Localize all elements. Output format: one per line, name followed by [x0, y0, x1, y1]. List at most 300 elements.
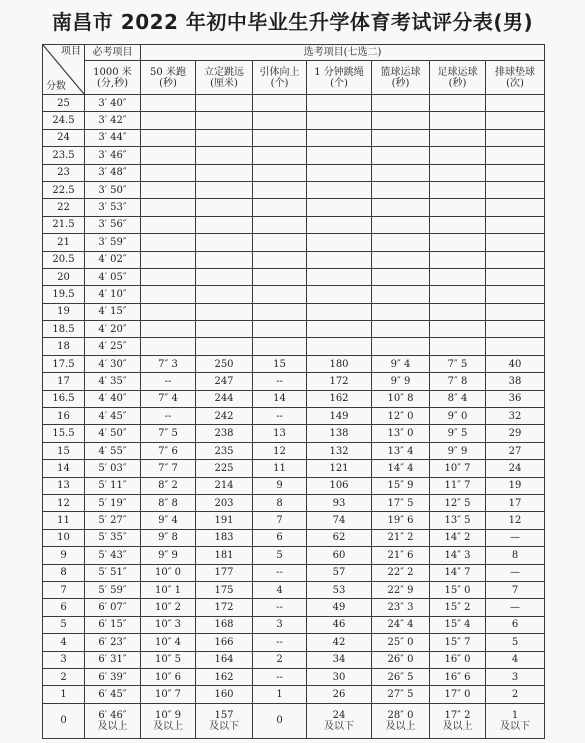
score-cell: 18	[43, 338, 85, 355]
table-row	[43, 547, 545, 564]
score-cell: 19.5	[43, 286, 85, 303]
standard-cell: 191	[196, 512, 253, 529]
score-cell: 20	[43, 268, 85, 285]
standard-cell	[196, 303, 253, 320]
standard-cell: 3′ 53″	[85, 199, 141, 216]
standard-cell: 12″ 0	[372, 408, 430, 425]
table-row	[43, 703, 545, 738]
standard-cell: 11″ 7	[430, 477, 486, 494]
standard-cell: 32	[486, 408, 545, 425]
standard-cell: 23″ 3	[372, 599, 430, 616]
table-row	[43, 634, 545, 651]
standard-cell: 1	[253, 686, 307, 703]
score-cell: 14	[43, 460, 85, 477]
standard-cell: 225	[196, 460, 253, 477]
standard-cell: 180	[307, 355, 372, 372]
standard-cell	[253, 95, 307, 112]
standard-cell: 17	[486, 494, 545, 511]
table-row	[43, 164, 545, 181]
score-cell: 23	[43, 164, 85, 181]
standard-cell	[430, 129, 486, 146]
score-cell: 3	[43, 651, 85, 668]
standard-cell	[196, 251, 253, 268]
table-row	[43, 181, 545, 198]
standard-cell	[196, 95, 253, 112]
table-row	[43, 668, 545, 685]
standard-cell	[372, 95, 430, 112]
corner-header	[43, 45, 85, 95]
standard-cell	[196, 112, 253, 129]
standard-cell	[141, 112, 196, 129]
standard-cell: 5′ 27″	[85, 512, 141, 529]
table-row	[43, 651, 545, 668]
score-cell: 25	[43, 95, 85, 112]
standard-cell	[372, 703, 430, 738]
standard-cell	[307, 703, 372, 738]
standard-cell: 7	[486, 581, 545, 598]
standard-cell: 3′ 42″	[85, 112, 141, 129]
score-cell: 0	[43, 703, 85, 738]
standard-cell: 164	[196, 651, 253, 668]
standard-cell: 14″ 3	[430, 547, 486, 564]
standard-cell: 250	[196, 355, 253, 372]
standard-cell: 8	[253, 494, 307, 511]
standard-cell: 5	[253, 547, 307, 564]
standard-cell	[486, 251, 545, 268]
score-cell: 4	[43, 634, 85, 651]
standard-cell: 14	[253, 390, 307, 407]
standard-cell	[372, 164, 430, 181]
standard-cell: 10″ 6	[141, 668, 196, 685]
score-cell: 9	[43, 547, 85, 564]
standard-cell	[253, 199, 307, 216]
cell-line: 及以下	[500, 720, 531, 732]
standard-cell: 15″ 9	[372, 477, 430, 494]
standard-cell: 172	[196, 599, 253, 616]
standard-cell	[196, 199, 253, 216]
standard-cell: 17″ 0	[430, 686, 486, 703]
standard-cell: 7″ 3	[141, 355, 196, 372]
cell-line: 157	[214, 709, 234, 721]
standard-cell: 160	[196, 686, 253, 703]
standard-cell	[307, 234, 372, 251]
column-header-rope-skipping	[307, 61, 372, 95]
table-row	[43, 460, 545, 477]
standard-cell: 17″ 5	[372, 494, 430, 511]
standard-cell: 10″ 7	[430, 460, 486, 477]
standard-cell: 53	[307, 581, 372, 598]
table-row	[43, 512, 545, 529]
standard-cell: 9″ 8	[141, 529, 196, 546]
standard-cell: 36	[486, 390, 545, 407]
score-cell: 24.5	[43, 112, 85, 129]
standard-cell: 8″ 8	[141, 494, 196, 511]
standard-cell: 15″ 0	[430, 581, 486, 598]
standard-cell	[141, 95, 196, 112]
standard-cell: 10″ 7	[141, 686, 196, 703]
standard-cell	[307, 112, 372, 129]
standard-cell: 4′ 30″	[85, 355, 141, 372]
score-cell: 21.5	[43, 216, 85, 233]
standard-cell	[430, 703, 486, 738]
standard-cell: 2	[486, 686, 545, 703]
table-row	[43, 425, 545, 442]
standard-cell: 4′ 15″	[85, 303, 141, 320]
standard-cell: 74	[307, 512, 372, 529]
standard-cell	[141, 303, 196, 320]
standard-cell	[307, 129, 372, 146]
standard-cell	[253, 251, 307, 268]
standard-cell: 6	[486, 616, 545, 633]
table-row	[43, 616, 545, 633]
cell-line: 10″ 9	[154, 709, 181, 721]
column-header-basketball-dribble	[372, 61, 430, 95]
standard-cell	[141, 199, 196, 216]
standard-cell	[430, 268, 486, 285]
standard-cell	[196, 234, 253, 251]
standard-cell: 7″ 8	[430, 373, 486, 390]
standard-cell: 8″ 4	[430, 390, 486, 407]
standard-cell: 5′ 59″	[85, 581, 141, 598]
column-header-label: 1 分钟跳绳	[314, 66, 364, 78]
standard-cell: 3	[253, 616, 307, 633]
standard-cell: 4′ 20″	[85, 321, 141, 338]
standard-cell	[253, 286, 307, 303]
standard-cell	[430, 286, 486, 303]
standard-cell	[486, 234, 545, 251]
standard-cell: 26″ 5	[372, 668, 430, 685]
standard-cell: 3′ 48″	[85, 164, 141, 181]
standard-cell: 7″ 5	[141, 425, 196, 442]
standard-cell	[253, 181, 307, 198]
standard-cell	[253, 164, 307, 181]
standard-cell: 12″ 5	[430, 494, 486, 511]
standard-cell: 6′ 45″	[85, 686, 141, 703]
standard-cell	[430, 338, 486, 355]
table-row	[43, 338, 545, 355]
table-row	[43, 216, 545, 233]
score-cell: 19	[43, 303, 85, 320]
standard-cell	[307, 338, 372, 355]
score-cell: 17.5	[43, 355, 85, 372]
standard-cell	[141, 234, 196, 251]
table-row	[43, 129, 545, 146]
standard-cell: 4′ 50″	[85, 425, 141, 442]
score-cell: 20.5	[43, 251, 85, 268]
standard-cell	[307, 199, 372, 216]
table-row	[43, 95, 545, 112]
column-header-unit: (个)	[270, 77, 289, 89]
standard-cell	[430, 251, 486, 268]
standard-cell	[196, 129, 253, 146]
standard-cell: 25″ 0	[372, 634, 430, 651]
table-row	[43, 251, 545, 268]
standard-cell: 15″ 4	[430, 616, 486, 633]
table-row	[43, 529, 545, 546]
standard-cell: 235	[196, 442, 253, 459]
cell-line: 6′ 46″	[98, 709, 127, 721]
standard-cell	[372, 286, 430, 303]
standard-cell: 4′ 02″	[85, 251, 141, 268]
required-group-header: 必考项目	[85, 45, 141, 61]
score-cell: 23.5	[43, 147, 85, 164]
column-header-50m	[141, 61, 196, 95]
standard-cell	[196, 338, 253, 355]
standard-cell: 7″ 7	[141, 460, 196, 477]
standard-cell	[372, 321, 430, 338]
standard-cell: 24″ 4	[372, 616, 430, 633]
standard-cell	[196, 216, 253, 233]
standard-cell: 247	[196, 373, 253, 390]
standard-cell: 4′ 40″	[85, 390, 141, 407]
table-row	[43, 564, 545, 581]
score-cell: 2	[43, 668, 85, 685]
standard-cell	[430, 147, 486, 164]
standard-cell: 11	[253, 460, 307, 477]
standard-cell	[253, 268, 307, 285]
standard-cell	[141, 338, 196, 355]
standard-cell: 238	[196, 425, 253, 442]
standard-cell	[486, 286, 545, 303]
standard-cell: 172	[307, 373, 372, 390]
standard-cell: 242	[196, 408, 253, 425]
standard-cell: 9″ 4	[141, 512, 196, 529]
column-header-label: 足球运球	[437, 66, 478, 78]
score-cell: 6	[43, 599, 85, 616]
column-header-unit: (秒)	[391, 77, 410, 89]
elective-group-header: 选考项目(七选二)	[141, 45, 545, 61]
standard-cell: 40	[486, 355, 545, 372]
standard-cell: 3′ 59″	[85, 234, 141, 251]
standard-cell: 4	[486, 651, 545, 668]
standard-cell: 15″ 2	[430, 599, 486, 616]
column-header-unit: (秒)	[448, 77, 467, 89]
standard-cell	[486, 216, 545, 233]
standard-cell	[430, 303, 486, 320]
standard-cell	[141, 164, 196, 181]
standard-cell: 93	[307, 494, 372, 511]
table-row	[43, 477, 545, 494]
standard-cell: 4	[253, 581, 307, 598]
standard-cell: 4′ 55″	[85, 442, 141, 459]
standard-cell: --	[141, 373, 196, 390]
standard-cell: 10″ 0	[141, 564, 196, 581]
standard-cell	[307, 251, 372, 268]
score-cell: 22	[43, 199, 85, 216]
table-row	[43, 286, 545, 303]
standard-cell: 181	[196, 547, 253, 564]
standard-cell: 9″ 5	[430, 425, 486, 442]
standard-cell: 3′ 56″	[85, 216, 141, 233]
standard-cell: 12	[253, 442, 307, 459]
page-title: 南昌市 2022 年初中毕业生升学体育考试评分表(男)	[51, 10, 534, 34]
standard-cell: 177	[196, 564, 253, 581]
standard-cell: 13″ 0	[372, 425, 430, 442]
standard-cell	[486, 164, 545, 181]
standard-cell	[372, 199, 430, 216]
standard-cell	[253, 112, 307, 129]
standard-cell: 10″ 3	[141, 616, 196, 633]
score-cell: 5	[43, 616, 85, 633]
standard-cell	[307, 216, 372, 233]
column-header-football-dribble	[430, 61, 486, 95]
cell-line: 及以上	[385, 720, 416, 732]
standard-cell: 168	[196, 616, 253, 633]
standard-cell: 5	[486, 634, 545, 651]
table-row	[43, 303, 545, 320]
score-cell: 11	[43, 512, 85, 529]
standard-cell: 21″ 2	[372, 529, 430, 546]
standard-cell	[141, 286, 196, 303]
table-row	[43, 321, 545, 338]
score-cell: 10	[43, 529, 85, 546]
corner-label-item: 项目	[61, 46, 81, 57]
standard-cell	[196, 164, 253, 181]
standard-cell	[141, 147, 196, 164]
standard-cell	[430, 199, 486, 216]
standard-cell	[486, 703, 545, 738]
column-header-label: 立定跳远	[204, 66, 244, 78]
standard-cell: 14″ 7	[430, 564, 486, 581]
standard-cell: 3	[486, 668, 545, 685]
standard-cell	[372, 251, 430, 268]
standard-cell: 57	[307, 564, 372, 581]
standard-cell: 7″ 5	[430, 355, 486, 372]
standard-cell: 30	[307, 668, 372, 685]
standard-cell: 5′ 19″	[85, 494, 141, 511]
score-cell: 18.5	[43, 321, 85, 338]
standard-cell	[307, 181, 372, 198]
standard-cell: 6′ 31″	[85, 651, 141, 668]
standard-cell: 7″ 4	[141, 390, 196, 407]
column-header-label: 排球垫球	[495, 66, 536, 78]
standard-cell	[486, 112, 545, 129]
standard-cell: 203	[196, 494, 253, 511]
standard-cell	[307, 95, 372, 112]
standard-cell: 29	[486, 425, 545, 442]
standard-cell	[486, 268, 545, 285]
standard-cell: 13″ 5	[430, 512, 486, 529]
standard-cell	[141, 216, 196, 233]
cell-line: 及以上	[153, 720, 183, 732]
standard-cell: 106	[307, 477, 372, 494]
standard-cell: 16″ 6	[430, 668, 486, 685]
standard-cell	[372, 129, 430, 146]
column-header-unit: (个)	[330, 77, 348, 89]
standard-cell	[196, 703, 253, 738]
standard-cell	[141, 181, 196, 198]
standard-cell	[141, 251, 196, 268]
standard-cell: 4′ 25″	[85, 338, 141, 355]
standard-cell	[430, 216, 486, 233]
standard-cell	[253, 129, 307, 146]
standard-cell	[372, 234, 430, 251]
table-row	[43, 373, 545, 390]
standard-cell: 6′ 15″	[85, 616, 141, 633]
standard-cell	[486, 181, 545, 198]
table-row	[43, 581, 545, 598]
cell-line: 17″ 2	[444, 709, 471, 721]
standard-cell: --	[253, 668, 307, 685]
standard-cell: 9″ 9	[141, 547, 196, 564]
standard-cell: 3′ 44″	[85, 129, 141, 146]
standard-cell	[253, 321, 307, 338]
standard-cell: --	[253, 634, 307, 651]
score-cell: 13	[43, 477, 85, 494]
standard-cell	[196, 181, 253, 198]
standard-cell: 10″ 4	[141, 634, 196, 651]
table-row	[43, 112, 545, 129]
standard-cell	[253, 303, 307, 320]
standard-cell: 6′ 23″	[85, 634, 141, 651]
standard-cell: 14″ 2	[430, 529, 486, 546]
standard-cell	[486, 95, 545, 112]
cell-line: 及以下	[209, 720, 239, 732]
table-row	[43, 686, 545, 703]
standard-cell	[430, 181, 486, 198]
standard-cell: 13	[253, 425, 307, 442]
standard-cell: 183	[196, 529, 253, 546]
standard-cell: 5′ 35″	[85, 529, 141, 546]
standard-cell	[307, 164, 372, 181]
cell-line: 28″ 0	[387, 709, 414, 721]
column-header-label: 引体向上	[259, 66, 300, 78]
cell-line: 24	[332, 709, 346, 721]
column-header-pull-up	[253, 61, 307, 95]
standard-cell: 9″ 4	[372, 355, 430, 372]
standard-cell: 49	[307, 599, 372, 616]
table-row	[43, 234, 545, 251]
column-header-1000m	[85, 61, 141, 95]
standard-cell	[430, 234, 486, 251]
standard-cell: 138	[307, 425, 372, 442]
standard-cell: 175	[196, 581, 253, 598]
standard-cell	[141, 321, 196, 338]
standard-cell: 38	[486, 373, 545, 390]
standard-cell: 3′ 40″	[85, 95, 141, 112]
standard-cell: 9	[253, 477, 307, 494]
standard-cell: 3′ 50″	[85, 181, 141, 198]
score-cell: 1	[43, 686, 85, 703]
standard-cell	[141, 129, 196, 146]
standard-cell	[196, 147, 253, 164]
cell-line: 1	[511, 709, 519, 721]
standard-cell	[307, 303, 372, 320]
standard-cell: 7″ 6	[141, 442, 196, 459]
standard-cell: 34	[307, 651, 372, 668]
column-header-volleyball-bump	[486, 61, 545, 95]
standard-cell	[253, 147, 307, 164]
standard-cell: 244	[196, 390, 253, 407]
standard-cell: 15	[253, 355, 307, 372]
score-cell: 15.5	[43, 425, 85, 442]
column-header-label: 50 米跑	[150, 66, 186, 78]
standard-cell: 19″ 6	[372, 512, 430, 529]
standard-cell: —	[486, 599, 545, 616]
standard-cell: 27	[486, 442, 545, 459]
standard-cell	[307, 268, 372, 285]
standard-cell	[372, 338, 430, 355]
standard-cell: —	[486, 564, 545, 581]
standard-cell: 6′ 07″	[85, 599, 141, 616]
standard-cell	[141, 703, 196, 738]
standard-cell: 10″ 2	[141, 599, 196, 616]
table-row	[43, 599, 545, 616]
standard-cell	[486, 129, 545, 146]
table-row	[43, 390, 545, 407]
standard-cell: 16″ 0	[430, 651, 486, 668]
standard-cell: 166	[196, 634, 253, 651]
